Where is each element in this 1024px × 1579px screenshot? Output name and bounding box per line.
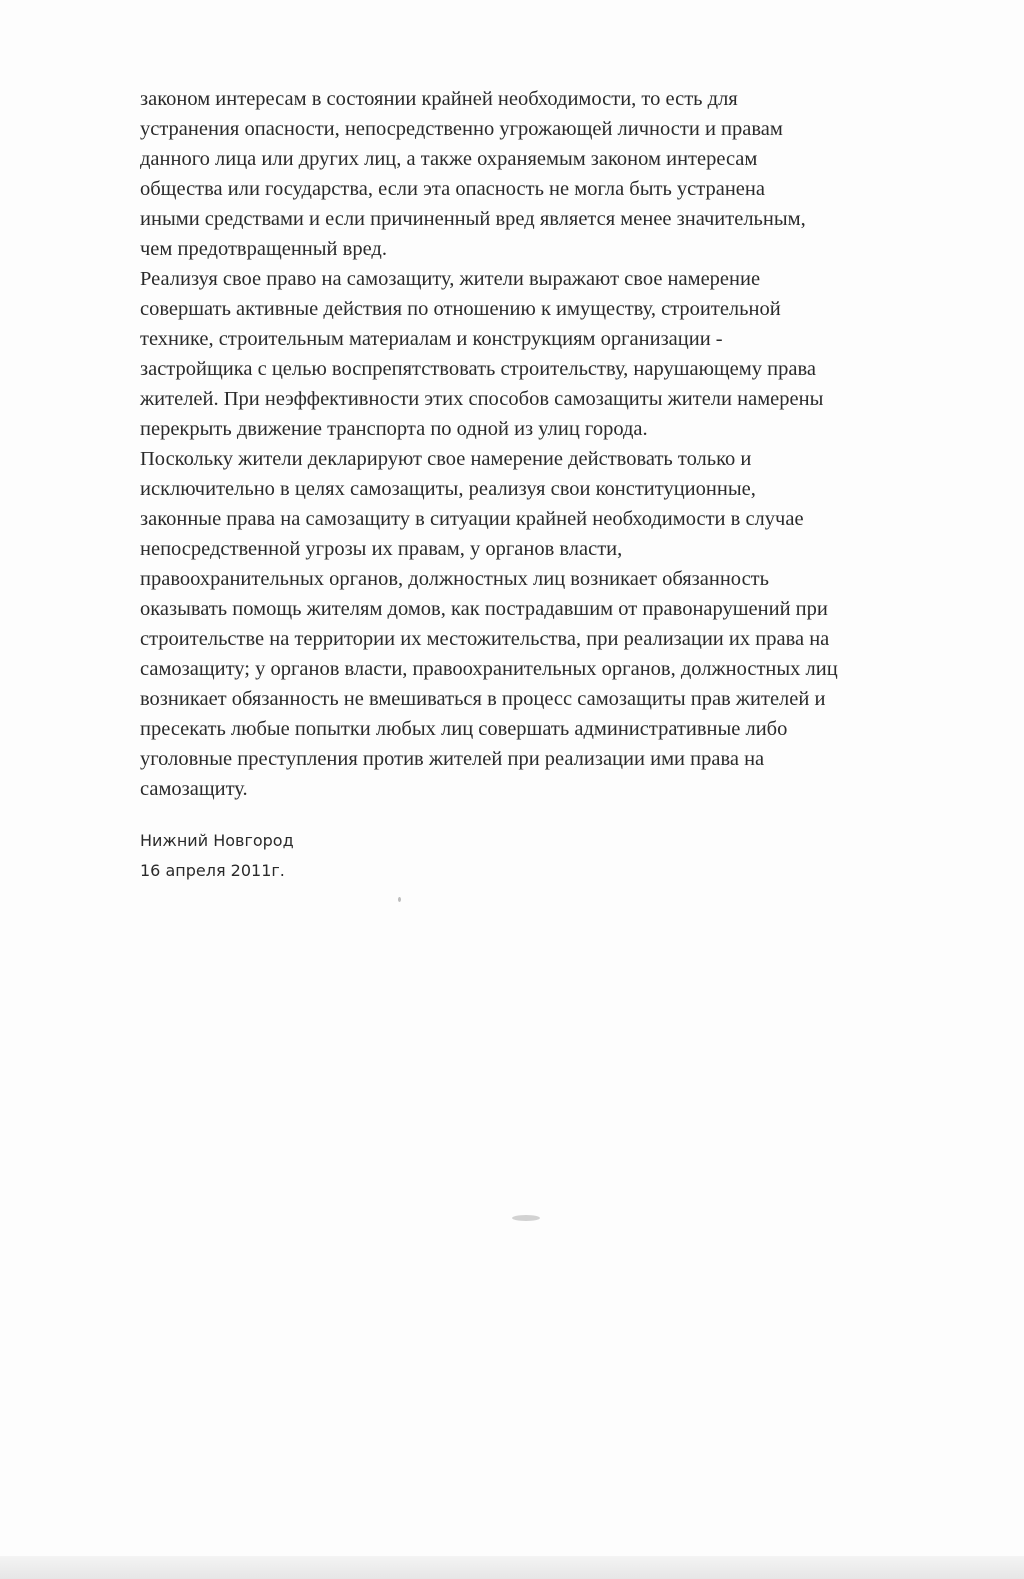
- text-line: пресекать любые попытки любых лиц совершать административные либо: [140, 718, 788, 740]
- text-line: непосредственной угрозы их правам, у органов власти,: [140, 538, 623, 560]
- text-line: возникает обязанность не вмешиваться в процесс самозащиты прав жителей и: [140, 688, 826, 710]
- signature-block: [140, 826, 294, 886]
- text-line: Реализуя свое право на самозащиту, жители выражают свое намерение: [140, 268, 761, 290]
- text-line: устранения опасности, непосредственно угрожающей личности и правам: [140, 118, 783, 140]
- text-line: оказывать помощь жителям домов, как пострадавшим от правонарушений при: [140, 598, 828, 620]
- text-line: иными средствами и если причиненный вред является менее значительным,: [140, 208, 806, 230]
- text-line: уголовные преступления против жителей при реализации ими права на: [140, 748, 765, 770]
- place-of-signing: Нижний Новгород: [140, 831, 294, 850]
- scan-speck: [398, 897, 401, 902]
- text-line: правоохранительных органов, должностных лиц возникает обязанность: [140, 568, 769, 590]
- scan-smudge: [512, 1215, 540, 1221]
- text-line: чем предотвращенный вред.: [140, 238, 387, 260]
- text-line: перекрыть движение транспорта по одной из улиц города.: [140, 418, 648, 440]
- signing-date: 16 апреля 2011г.: [140, 861, 285, 880]
- text-line: законные права на самозащиту в ситуации крайней необходимости в случае: [140, 508, 804, 530]
- text-line: застройщика с целью воспрепятствовать строительству, нарушающему права: [140, 358, 816, 380]
- text-line: исключительно в целях самозащиты, реализуя свои конституционные,: [140, 478, 756, 500]
- text-line: законом интересам в состоянии крайней необходимости, то есть для: [140, 88, 738, 110]
- text-line: Поскольку жители декларируют свое намерение действовать только и: [140, 448, 752, 470]
- text-line: строительстве на территории их местожительства, при реализации их права на: [140, 628, 830, 650]
- document-body: [140, 84, 940, 804]
- text-line: самозащиту; у органов власти, правоохранительных органов, должностных лиц: [140, 658, 838, 680]
- text-line: общества или государства, если эта опасность не могла быть устранена: [140, 178, 765, 200]
- text-line: данного лица или других лиц, а также охраняемым законом интересам: [140, 148, 758, 170]
- text-line: жителей. При неэффективности этих способов самозащиты жители намерены: [140, 388, 824, 410]
- text-line: совершать активные действия по отношению к имуществу, строительной: [140, 298, 781, 320]
- text-line: самозащиту.: [140, 778, 248, 800]
- text-line: технике, строительным материалам и конструкциям организации -: [140, 328, 723, 350]
- scan-bottom-edge: [0, 1556, 1024, 1579]
